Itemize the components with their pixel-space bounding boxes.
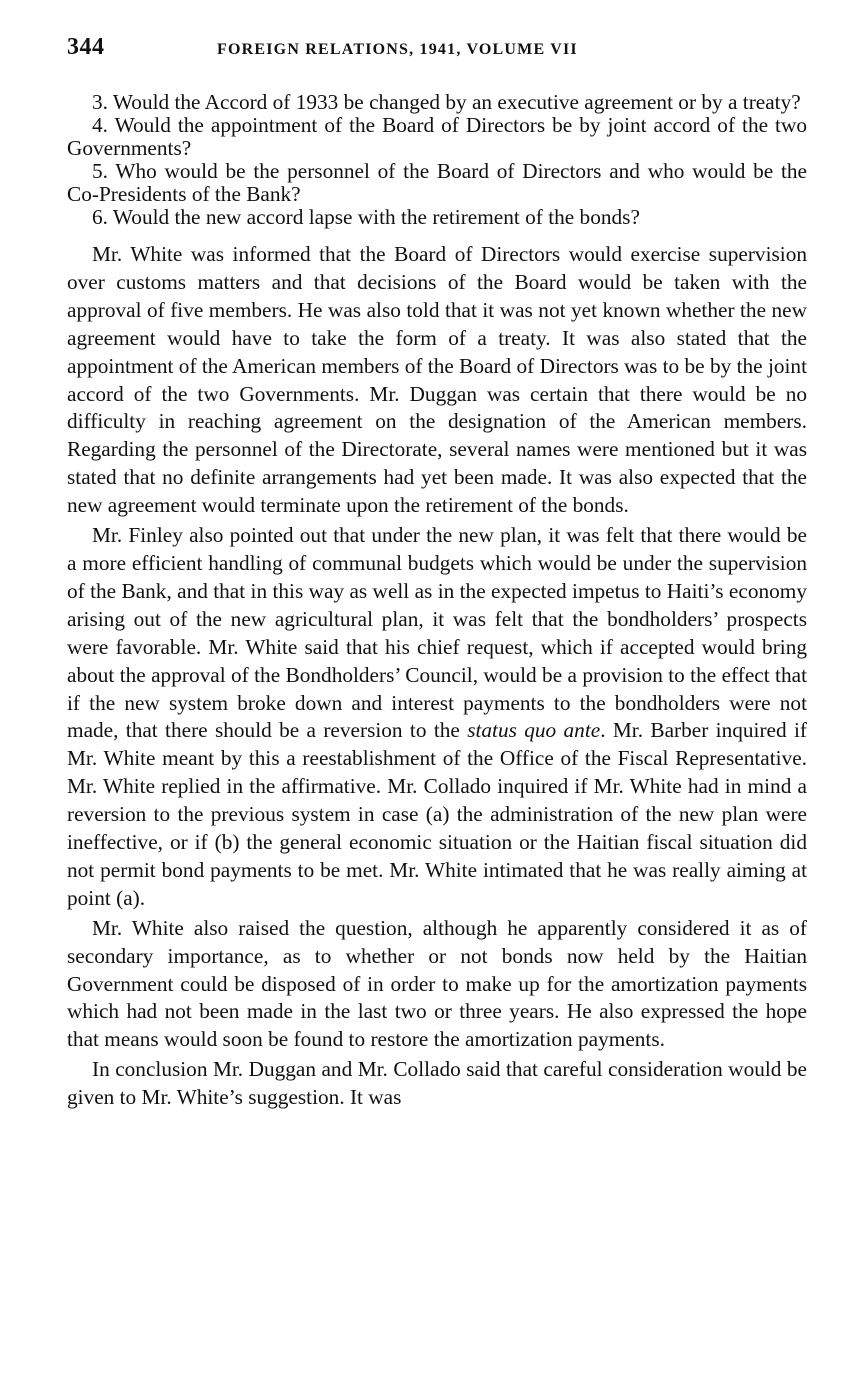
page-number: 344 [67, 34, 105, 60]
paragraph-text: . Mr. Barber inquired if Mr. White meant by this a reestablishment of the Office of the Fiscal Representative. Mr. White replied in the affirmative. Mr. Collado inquired if Mr. White had in mind a reversion to the previous system in case (a) the administration of the new plan were ineffective, or if (b) the general economic situation or the Haitian fiscal situation did not permit bond payments to be met. Mr. White intimated that he was really aiming at point (a). [67, 718, 807, 910]
question-item: 4. Would the appointment of the Board of Directors be by joint accord of the two Governments? [67, 113, 807, 160]
paragraph: Mr. White was informed that the Board of Directors would exercise supervision over customs matters and that decisions of the Board would be taken with the approval of five members. He was also told that it was not yet known whether the new agreement would have to take the form of a treaty. It was also stated that the appointment of the American members of the Board of Directors was to be by the joint accord of the two Governments. Mr. Duggan was certain that there would be no difficulty in reaching agreement on the designation of the American members. Regarding the personnel of the Directorate, several names were mentioned but it was stated that no definite arrangements had yet been made. It was also expected that the new agreement would terminate upon the retirement of the bonds. [67, 242, 807, 518]
paragraph [67, 522, 807, 913]
paragraph: In conclusion Mr. Duggan and Mr. Collado said that careful consideration would be given to Mr. White’s suggestion. It was [67, 1057, 807, 1110]
running-head: FOREIGN RELATIONS, 1941, VOLUME VII [217, 41, 578, 58]
italic-phrase: status quo ante [467, 718, 601, 743]
question-list [67, 91, 807, 229]
page-header [67, 34, 807, 70]
question-item: 3. Would the Accord of 1933 be changed by an executive agreement or by a treaty? [92, 90, 801, 114]
paragraph: Mr. White also raised the question, although he apparently considered it as of secondary importance, as to whether or not bonds now held by the Haitian Government could be disposed of in order to make up for the amortization payments which had not been made in the last two or three years. He also expressed the hope that means would soon be found to restore the amortization payments. [67, 915, 807, 1052]
paragraph-text: Mr. Finley also pointed out that under the new plan, it was felt that there would be a more efficient handling of communal budgets which would be under the supervision of the Bank, and that in this way as well as in the expected impetus to Haiti’s economy arising out of the new agricultural plan, it was felt that the bondholders’ prospects were favorable. Mr. White said that his chief request, which if accepted would bring about the approval of the Bondholders’ Council, would be a provision to the effect that if the new system broke down and interest payments to the bondholders were not made, that there should be a reversion to the [67, 523, 807, 743]
question-item: 5. Who would be the personnel of the Board of Directors and who would be the Co-Presidents of the Bank? [67, 159, 807, 206]
question-item: 6. Would the new accord lapse with the retirement of the bonds? [92, 205, 640, 229]
document-page [67, 34, 807, 1112]
